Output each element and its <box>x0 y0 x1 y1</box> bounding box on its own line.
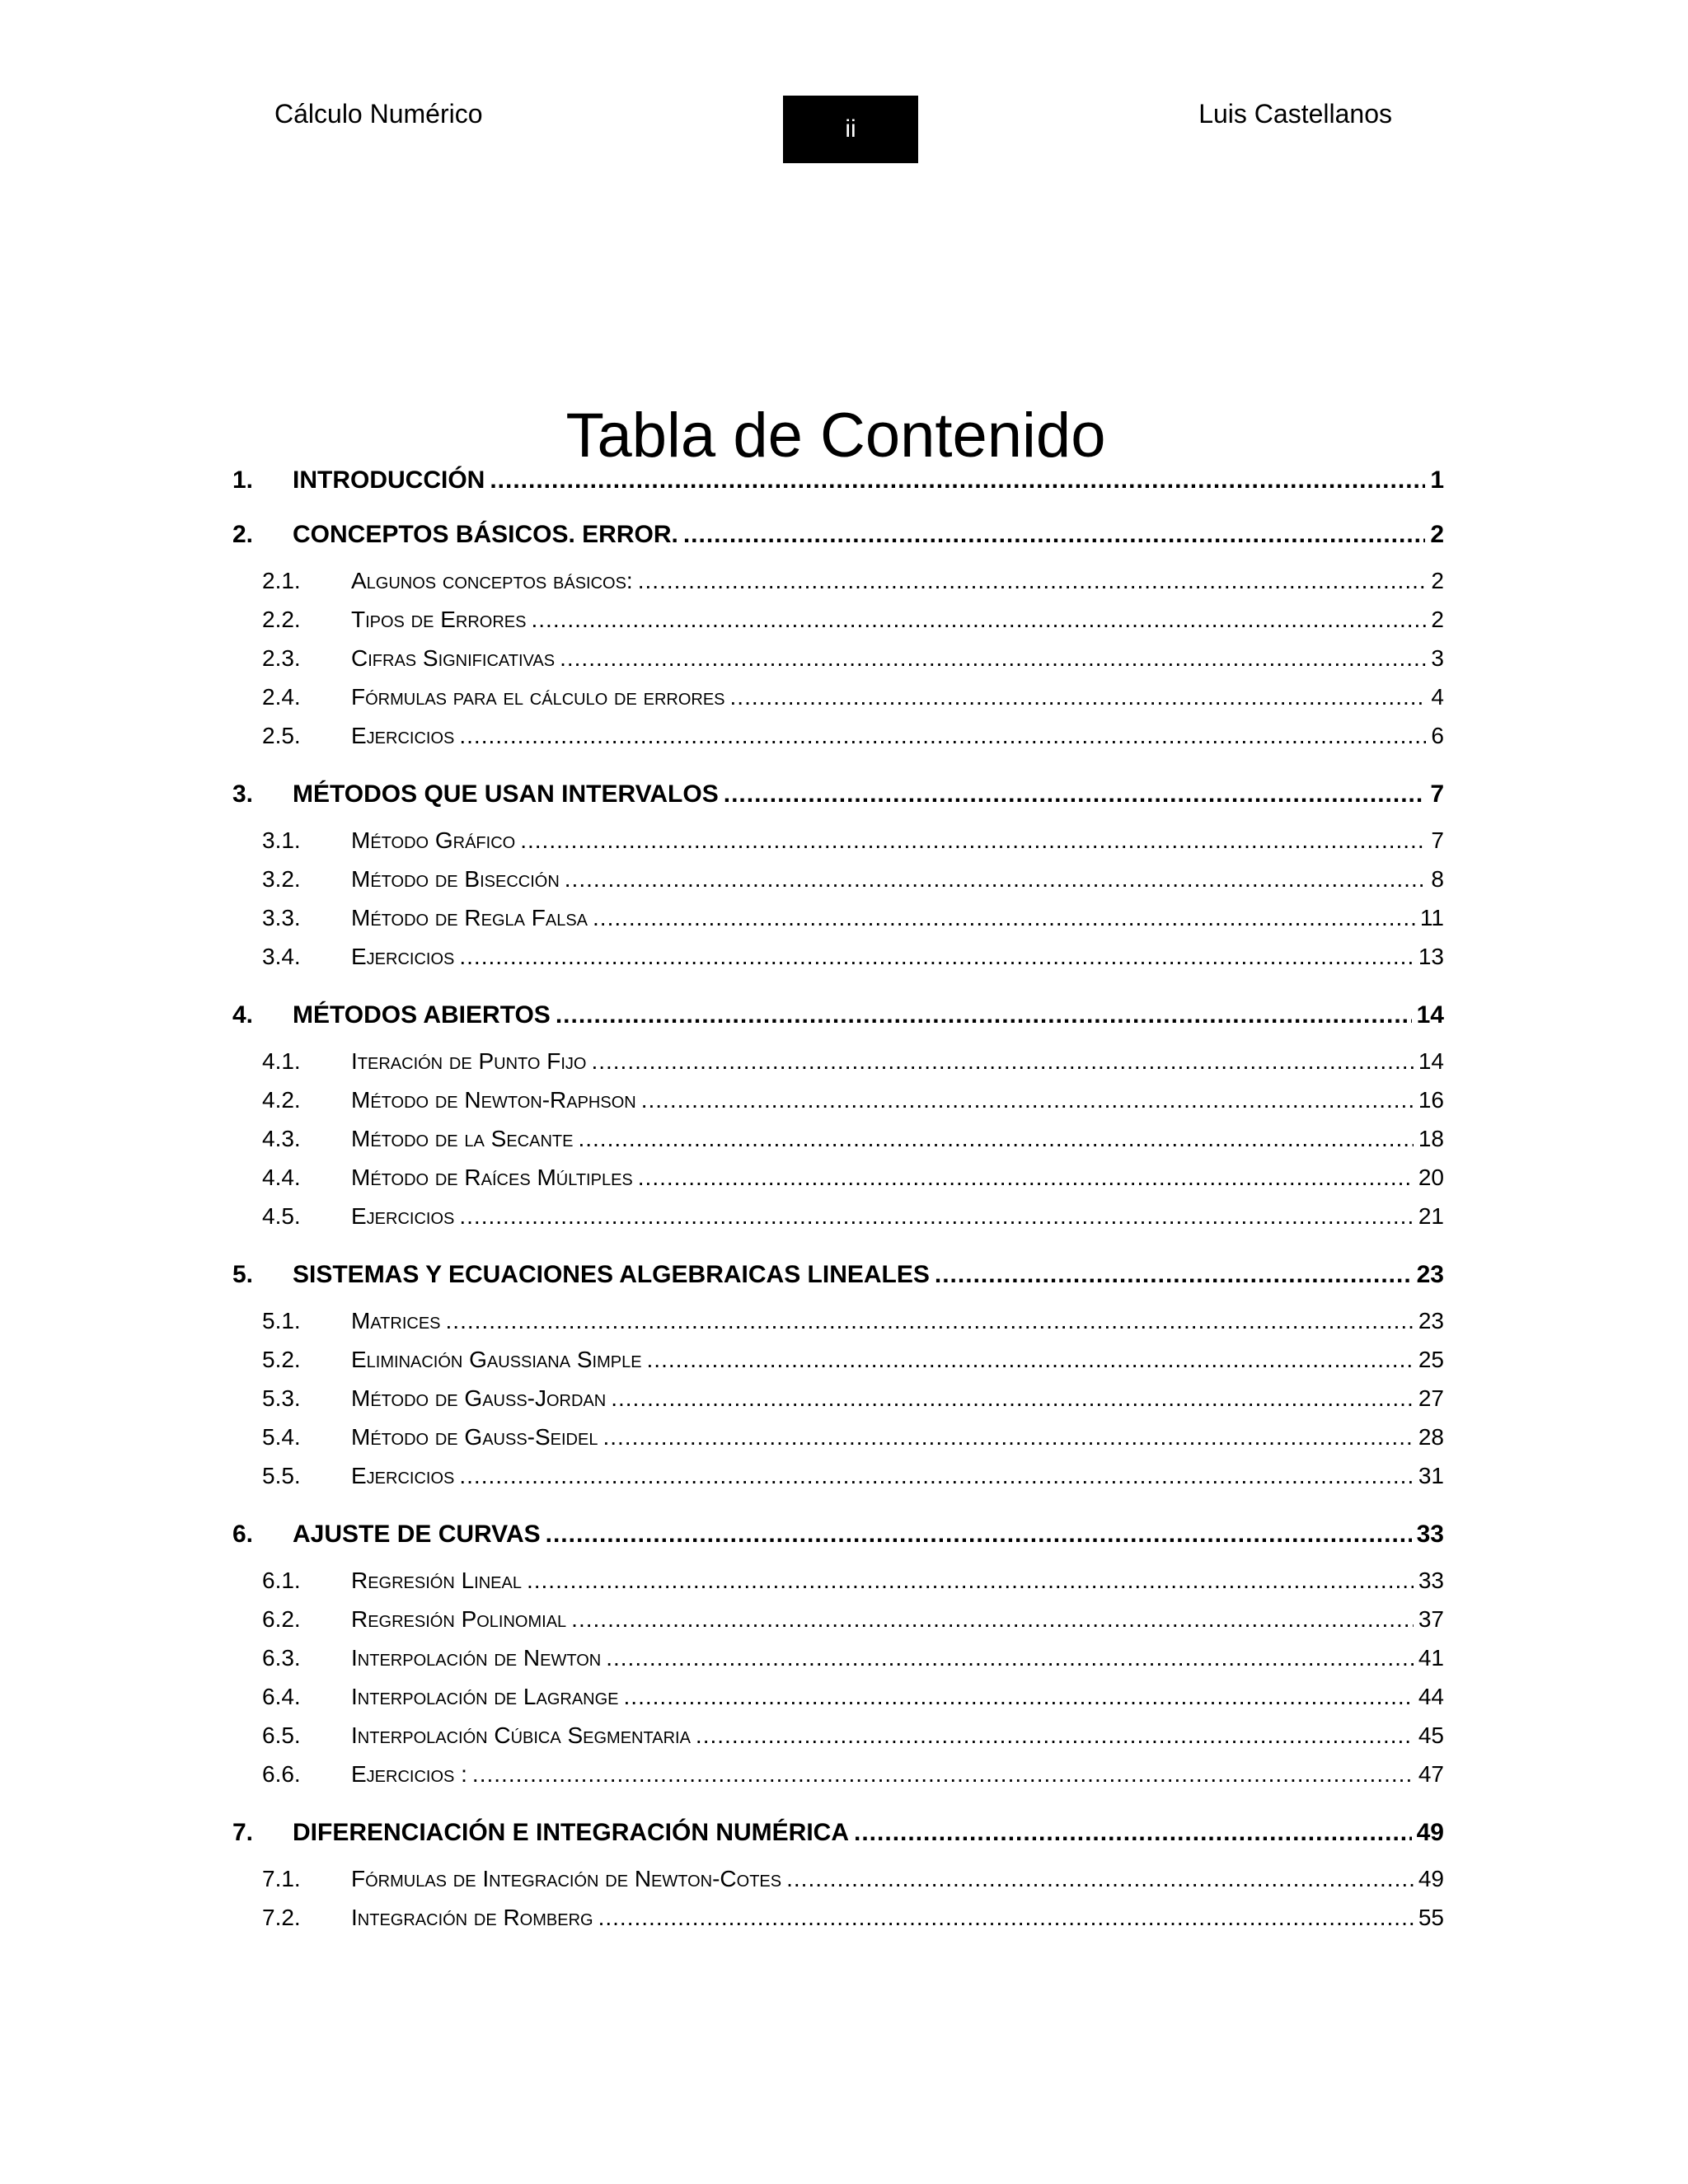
toc-section-page: 31 <box>1418 1463 1444 1488</box>
toc-section-label: Ejercicios <box>351 723 455 748</box>
toc-section-label: Cifras Significativas <box>351 645 556 671</box>
dot-leader <box>459 1197 1413 1235</box>
dot-leader <box>571 1600 1414 1638</box>
dot-leader <box>546 1520 1412 1549</box>
toc-section-entry[interactable] <box>232 1042 1444 1080</box>
dot-leader <box>472 1755 1414 1793</box>
toc-section-entry[interactable] <box>232 1859 1444 1898</box>
toc-chapter-label: MÉTODOS QUE USAN INTERVALOS <box>293 780 719 808</box>
toc-section-label: Fórmulas para el cálculo de errores <box>351 684 725 710</box>
dot-leader <box>683 520 1425 550</box>
toc-section-page: 28 <box>1418 1424 1444 1450</box>
toc-section-label: Ejercicios <box>351 1203 455 1229</box>
toc-section-page: 33 <box>1418 1568 1444 1593</box>
toc-section-number: 6.2. <box>262 1606 301 1632</box>
toc-section-entry[interactable] <box>232 1755 1444 1793</box>
toc-section-entry[interactable] <box>232 937 1444 976</box>
toc-section-number: 5.2. <box>262 1347 301 1372</box>
toc-chapter-label: DIFERENCIACIÓN E INTEGRACIÓN NUMÉRICA <box>293 1819 850 1846</box>
toc-section-page: 23 <box>1418 1308 1444 1333</box>
toc-section-page: 3 <box>1431 645 1444 671</box>
toc-section-number: 4.1. <box>262 1048 301 1074</box>
toc-section-entry[interactable] <box>232 639 1444 677</box>
toc-section-number: 3.4. <box>262 944 301 969</box>
toc-section-entry[interactable] <box>232 1898 1444 1937</box>
toc-section-entry[interactable] <box>232 1340 1444 1379</box>
toc-section-number: 2.3. <box>262 645 301 671</box>
toc-chapter-entry[interactable] <box>232 1818 1444 1848</box>
dot-leader <box>565 860 1427 898</box>
dot-leader <box>560 639 1426 677</box>
dot-leader <box>641 1080 1414 1119</box>
toc-section-number: 5.1. <box>262 1308 301 1333</box>
toc-section-number: 5.3. <box>262 1385 301 1411</box>
toc-section-label: Integración de Romberg <box>351 1905 593 1930</box>
page-title: Tabla de Contenido <box>565 400 1106 471</box>
toc-chapter-entry[interactable] <box>232 1520 1444 1549</box>
toc-section-entry[interactable] <box>232 716 1444 755</box>
toc-section-entry[interactable] <box>232 1119 1444 1158</box>
dot-leader <box>611 1379 1414 1418</box>
toc-section-label: Método de Newton-Raphson <box>351 1087 636 1113</box>
toc-section-page: 16 <box>1418 1087 1444 1113</box>
toc-section-number: 6.6. <box>262 1761 301 1787</box>
toc-chapter-label: INTRODUCCIÓN <box>293 466 485 494</box>
toc-section-label: Regresión Polinomial <box>351 1606 567 1632</box>
dot-leader <box>724 780 1426 809</box>
toc-section-label: Método de la Secante <box>351 1126 574 1151</box>
toc-section-entry[interactable] <box>232 1677 1444 1716</box>
toc-section-page: 2 <box>1431 607 1444 632</box>
toc-section-entry[interactable] <box>232 1561 1444 1600</box>
toc-chapter-number: 1. <box>232 466 254 494</box>
toc-section-number: 2.5. <box>262 723 301 748</box>
toc-section-label: Tipos de Errores <box>351 607 527 632</box>
toc-section-label: Método Gráfico <box>351 827 516 853</box>
toc-section-number: 6.1. <box>262 1568 301 1593</box>
dot-leader <box>638 561 1427 600</box>
toc-section-label: Interpolación Cúbica Segmentaria <box>351 1722 691 1748</box>
dot-leader <box>520 821 1426 860</box>
dot-leader <box>593 898 1415 937</box>
toc-section-number: 4.3. <box>262 1126 301 1151</box>
toc-section-number: 3.3. <box>262 905 301 930</box>
toc-section-page: 45 <box>1418 1722 1444 1748</box>
toc-section-label: Ejercicios : <box>351 1761 467 1787</box>
toc-section-number: 7.2. <box>262 1905 301 1930</box>
dot-leader <box>446 1301 1414 1340</box>
table-of-contents <box>232 466 1444 1937</box>
toc-section-number: 4.5. <box>262 1203 301 1229</box>
toc-section-entry[interactable] <box>232 898 1444 937</box>
toc-chapter-number: 5. <box>232 1261 254 1288</box>
toc-chapter-entry[interactable] <box>232 1001 1444 1030</box>
toc-chapter-label: SISTEMAS Y ECUACIONES ALGEBRAICAS LINEALES <box>293 1261 930 1288</box>
dot-leader <box>854 1818 1412 1848</box>
toc-section-entry[interactable] <box>232 1456 1444 1495</box>
toc-chapter-entry[interactable] <box>232 780 1444 809</box>
toc-section-label: Ejercicios <box>351 944 455 969</box>
toc-chapter-label: CONCEPTOS BÁSICOS. ERROR. <box>293 521 678 548</box>
toc-section-page: 11 <box>1419 905 1444 930</box>
toc-chapter-page: 14 <box>1416 1001 1444 1029</box>
toc-chapter-label: MÉTODOS ABIERTOS <box>293 1001 551 1029</box>
toc-section-entry[interactable] <box>232 1158 1444 1197</box>
toc-section-label: Fórmulas de Integración de Newton-Cotes <box>351 1866 782 1891</box>
dot-leader <box>531 600 1426 639</box>
dot-leader <box>730 677 1427 716</box>
toc-chapter-number: 7. <box>232 1819 254 1846</box>
toc-chapter-page: 23 <box>1416 1261 1444 1288</box>
toc-section-page: 13 <box>1418 944 1444 969</box>
toc-section-number: 7.1. <box>262 1866 301 1891</box>
toc-section-entry[interactable] <box>232 1638 1444 1677</box>
dot-leader <box>606 1638 1414 1677</box>
toc-chapter-number: 6. <box>232 1521 254 1548</box>
toc-section-page: 37 <box>1418 1606 1444 1632</box>
toc-section-label: Ejercicios <box>351 1463 455 1488</box>
toc-section-label: Matrices <box>351 1308 441 1333</box>
toc-section-label: Algunos conceptos básicos: <box>351 568 633 593</box>
toc-chapter-number: 2. <box>232 521 254 548</box>
toc-section-label: Regresión Lineal <box>351 1568 522 1593</box>
toc-section-number: 4.2. <box>262 1087 301 1113</box>
toc-section-entry[interactable] <box>232 677 1444 716</box>
toc-section-page: 14 <box>1418 1048 1444 1074</box>
toc-chapter-page: 2 <box>1430 521 1444 548</box>
dot-leader <box>556 1001 1412 1030</box>
dot-leader <box>935 1260 1412 1290</box>
dot-leader <box>696 1716 1414 1755</box>
dot-leader <box>459 1456 1413 1495</box>
toc-section-label: Interpolación de Newton <box>351 1645 602 1671</box>
toc-section-entry[interactable] <box>232 561 1444 600</box>
toc-chapter-entry[interactable] <box>232 1260 1444 1290</box>
toc-section-entry[interactable] <box>232 860 1444 898</box>
dot-leader <box>638 1158 1414 1197</box>
toc-section-page: 21 <box>1418 1203 1444 1229</box>
toc-section-number: 2.4. <box>262 684 301 710</box>
toc-section-number: 5.5. <box>262 1463 301 1488</box>
toc-section-page: 47 <box>1418 1761 1444 1787</box>
toc-section-label: Método de Regla Falsa <box>351 905 588 930</box>
toc-section-number: 5.4. <box>262 1424 301 1450</box>
toc-section-page: 2 <box>1431 568 1444 593</box>
page-number-badge: ii <box>783 96 918 163</box>
toc-section-entry[interactable] <box>232 1716 1444 1755</box>
dot-leader <box>624 1677 1414 1716</box>
toc-section-number: 2.1. <box>262 568 301 593</box>
dot-leader <box>786 1859 1414 1898</box>
dot-leader <box>527 1561 1414 1600</box>
toc-section-page: 18 <box>1418 1126 1444 1151</box>
toc-chapter-number: 4. <box>232 1001 254 1029</box>
dot-leader <box>459 937 1413 976</box>
toc-chapter-page: 7 <box>1430 780 1444 808</box>
toc-chapter-page: 1 <box>1430 466 1444 494</box>
toc-section-page: 41 <box>1418 1645 1444 1671</box>
toc-section-label: Método de Gauss-Jordan <box>351 1385 607 1411</box>
toc-chapter-entry[interactable] <box>232 520 1444 550</box>
toc-section-label: Método de Bisección <box>351 866 560 892</box>
toc-section-number: 6.4. <box>262 1684 301 1709</box>
toc-section-page: 4 <box>1431 684 1444 710</box>
toc-section-number: 4.4. <box>262 1165 301 1190</box>
toc-chapter-page: 33 <box>1416 1521 1444 1548</box>
toc-section-entry[interactable] <box>232 600 1444 639</box>
toc-section-page: 20 <box>1418 1165 1444 1190</box>
toc-section-label: Método de Raíces Múltiples <box>351 1165 633 1190</box>
toc-section-page: 6 <box>1431 723 1444 748</box>
toc-section-label: Eliminación Gaussiana Simple <box>351 1347 642 1372</box>
toc-section-page: 8 <box>1431 866 1444 892</box>
toc-section-entry[interactable] <box>232 821 1444 860</box>
toc-section-entry[interactable] <box>232 1379 1444 1418</box>
toc-chapter-number: 3. <box>232 780 254 808</box>
toc-section-label: Interpolación de Lagrange <box>351 1684 619 1709</box>
dot-leader <box>647 1340 1414 1379</box>
dot-leader <box>459 716 1426 755</box>
toc-section-entry[interactable] <box>232 1197 1444 1235</box>
toc-section-page: 25 <box>1418 1347 1444 1372</box>
toc-section-number: 2.2. <box>262 607 301 632</box>
dot-leader <box>598 1898 1414 1937</box>
toc-section-page: 55 <box>1418 1905 1444 1930</box>
toc-section-label: Método de Gauss-Seidel <box>351 1424 598 1450</box>
dot-leader <box>603 1418 1413 1456</box>
toc-section-number: 6.3. <box>262 1645 301 1671</box>
toc-section-entry[interactable] <box>232 1301 1444 1340</box>
toc-section-number: 3.2. <box>262 866 301 892</box>
toc-section-page: 7 <box>1431 827 1444 853</box>
dot-leader <box>591 1042 1413 1080</box>
toc-chapter-entry[interactable] <box>232 466 1444 495</box>
dot-leader <box>490 466 1425 495</box>
toc-section-page: 49 <box>1418 1866 1444 1891</box>
toc-section-entry[interactable] <box>232 1600 1444 1638</box>
header-author: Luis Castellanos <box>1198 99 1392 129</box>
toc-section-entry[interactable] <box>232 1080 1444 1119</box>
header-book-title: Cálculo Numérico <box>274 99 483 129</box>
toc-chapter-page: 49 <box>1416 1819 1444 1846</box>
toc-section-number: 6.5. <box>262 1722 301 1748</box>
toc-section-page: 27 <box>1418 1385 1444 1411</box>
toc-section-page: 44 <box>1418 1684 1444 1709</box>
dot-leader <box>578 1119 1413 1158</box>
toc-section-entry[interactable] <box>232 1418 1444 1456</box>
toc-chapter-label: AJUSTE DE CURVAS <box>293 1521 541 1548</box>
toc-section-number: 3.1. <box>262 827 301 853</box>
toc-section-label: Iteración de Punto Fijo <box>351 1048 587 1074</box>
